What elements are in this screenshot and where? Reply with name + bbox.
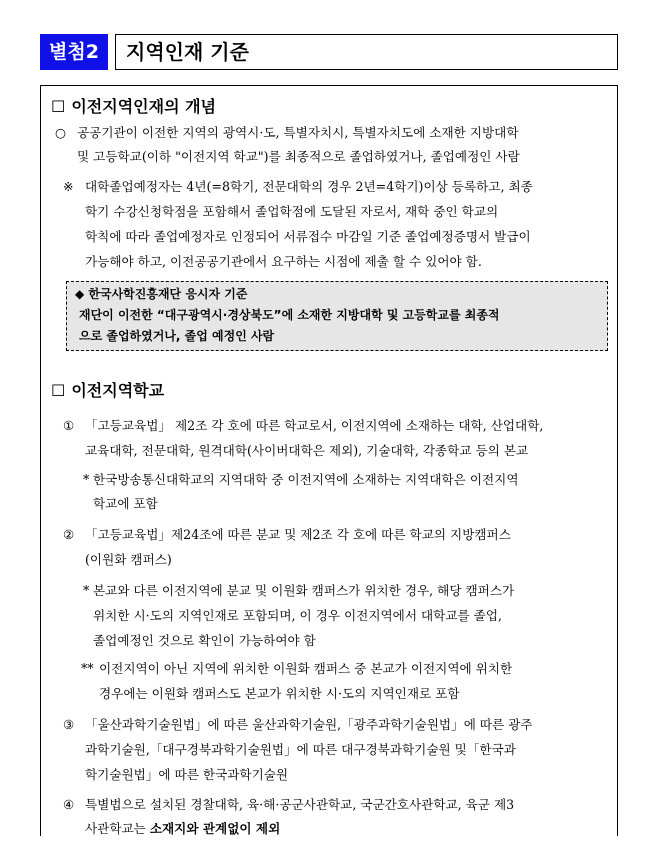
sub-line: 경우에는 이원화 캠퍼스도 본교가 위치한 시·도의 지역인재로 포함: [99, 686, 460, 701]
section-heading-text: 이전지역학교: [71, 381, 165, 400]
item-line: 특별법으로 설치된 경찰대학, 육·해·공군사관학교, 국군간호사관학교, 육군 제3: [85, 797, 515, 812]
sub-line: 이전지역이 아닌 지역에 위치한 이원화 캠퍼스 중 본교가 이전지역에 위치한: [99, 661, 513, 676]
section-heading-text: 이전지역인재의 개념: [71, 97, 217, 116]
sub-line: 한국방송통신대학교의 지역대학 중 이전지역에 소재하는 지역대학은 이전지역: [93, 472, 519, 487]
notice-line: 재단이 이전한 “대구광역시·경상북도”에 소재한 지방대학 및 고등학교를 최종적: [79, 308, 500, 322]
checkbox-icon: ☐: [51, 381, 66, 400]
note-line: 학칙에 따라 졸업예정자로 인정되어 서류접수 마감일 기준 졸업예정증명서 발급이: [85, 229, 531, 244]
item-line: 「고등교육법」제24조에 따른 분교 및 제2조 각 호에 따른 학교의 지방캠퍼스: [85, 527, 511, 542]
item-number-1: ①: [63, 418, 75, 433]
page-title: 지역인재 기준: [115, 34, 618, 70]
bullet-circle-icon: ○: [55, 125, 66, 140]
item-line: 학기술원법」에 따른 한국과학기술원: [85, 767, 289, 782]
note-line: 가능해야 하고, 이전공공기관에서 요구하는 시점에 제출 할 수 있어야 함.: [85, 254, 482, 269]
note-line: 학기 수강신청학점을 포함해서 졸업학점에 도달된 자로서, 재학 중인 학교의: [85, 204, 499, 219]
sub-line: 위치한 시·도의 지역인재로 포함되며, 이 경우 이전지역에서 대학교를 졸업,: [93, 608, 503, 623]
item-line: (이원화 캠퍼스): [85, 552, 172, 567]
asterisk-mark: *: [83, 472, 90, 487]
item-number-4: ④: [63, 797, 75, 812]
sub-line: 본교와 다른 이전지역에 분교 및 이원화 캠퍼스가 위치한 경우, 해당 캠퍼스가: [93, 583, 515, 598]
item-text: 사관학교는: [85, 821, 150, 836]
sub-line: 졸업예정인 것으로 확인이 가능하여야 함: [93, 633, 316, 648]
attachment-badge: 별첨2: [40, 34, 108, 70]
item-number-3: ③: [63, 717, 75, 732]
asterisk-mark: *: [83, 583, 90, 598]
applicant-criteria-box: [66, 281, 608, 351]
item-line: 교육대학, 전문대학, 원격대학(사이버대학은 제외), 기술대학, 각종학교 등의 본교: [85, 443, 529, 458]
notice-title: ◆ 한국사학진흥재단 응시자 기준: [75, 287, 248, 301]
bullet-line: 및 고등학교(이하 "이전지역 학교")를 최종적으로 졸업하였거나, 졸업예정인 사람: [77, 149, 520, 164]
double-asterisk-mark: **: [81, 661, 94, 676]
item-line: 「고등교육법」 제2조 각 호에 따른 학교로서, 이전지역에 소재하는 대학, 산업대학,: [85, 418, 544, 433]
section-heading-concept: [51, 94, 216, 117]
item-line-last: [85, 820, 280, 838]
emphasis-text: 소재지와 관계없이 제외: [149, 821, 281, 836]
section-heading-schools: [51, 378, 164, 401]
title-bar: [40, 34, 618, 70]
item-line: 「울산과학기술원법」에 따른 울산과학기술원,「광주과학기술원법」에 따른 광주: [85, 717, 533, 732]
note-mark-icon: ※: [63, 179, 74, 194]
notice-line: 으로 졸업하였거나, 졸업 예정인 사람: [79, 329, 275, 343]
bullet-line: 공공기관이 이전한 지역의 광역시·도, 특별자치시, 특별자치도에 소재한 지방대학: [77, 125, 519, 140]
item-line: 과학기술원,「대구경북과학기술원법」에 따른 대구경북과학기술원 및「한국과: [85, 742, 516, 757]
content-frame: [40, 85, 618, 836]
sub-line: 학교에 포함: [93, 496, 158, 511]
checkbox-icon: ☐: [51, 97, 66, 116]
note-line: 대학졸업예정자는 4년(=8학기, 전문대학의 경우 2년=4학기)이상 등록하고, 최종: [85, 179, 533, 194]
item-number-2: ②: [63, 527, 75, 542]
